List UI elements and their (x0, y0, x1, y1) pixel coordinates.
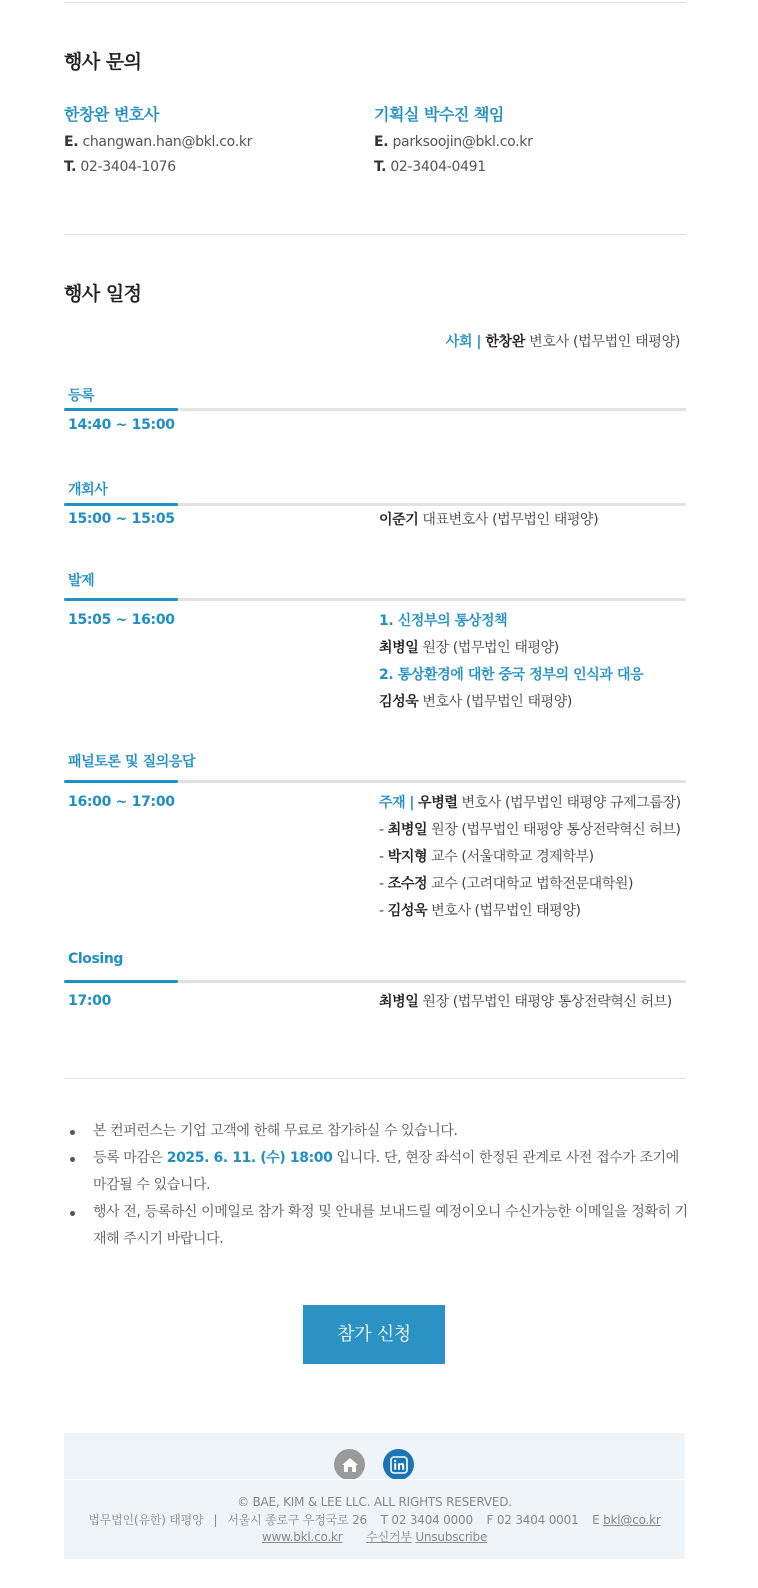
contact-email[interactable]: E. parksoojin@bkl.co.kr (374, 134, 533, 150)
schedule-time: 17:00 (68, 993, 112, 1009)
presentation-topic: 1. 신정부의 통상정책 (379, 613, 508, 629)
schedule-section-bar (64, 503, 686, 506)
linkedin-icon[interactable] (383, 1449, 414, 1480)
footer-email-link[interactable]: bkl@co.kr (603, 1513, 661, 1527)
section-divider (64, 234, 686, 235)
schedule-time: 15:05 ~ 16:00 (68, 612, 175, 628)
footer (64, 1433, 685, 1559)
schedule-time: 15:00 ~ 15:05 (68, 511, 175, 527)
home-icon[interactable] (334, 1449, 365, 1480)
notice-item: 행사 전, 등록하신 이메일로 참가 확정 및 안내를 보내드릴 예정이오니 수신가능한 이메일을 정확히 기재해 주시기 바랍니다. (68, 1199, 688, 1253)
schedule-section-bar (64, 408, 686, 411)
contact-tel[interactable]: T. 02-3404-0491 (374, 159, 486, 175)
host-line: 사회 | 한창완 변호사 (법무법인 태평양) (445, 334, 680, 350)
schedule-section-bar (64, 598, 686, 601)
footer-divider (64, 1479, 685, 1480)
top-divider (64, 2, 686, 3)
contact-email[interactable]: E. changwan.han@bkl.co.kr (64, 134, 253, 150)
panelist: - 박지형 교수 (서울대학교 경제학부) (379, 849, 594, 865)
contact-name: 한창완 변호사 (64, 105, 159, 124)
schedule-time: 16:00 ~ 17:00 (68, 794, 175, 810)
schedule-section-title: 등록 (68, 388, 95, 404)
notice-list (68, 1118, 688, 1253)
copyright-text: © BAE, KIM & LEE LLC. ALL RIGHTS RESERVED. (237, 1495, 512, 1509)
schedule-detail: 1. 신정부의 통상정책 최병일 원장 (법무법인 태평양) 2. 통상환경에 대한 중국 정부의 인식과 대응 김성욱 변호사 (법무법인 태평양) (379, 611, 689, 719)
schedule-section-title: Closing (68, 951, 124, 967)
schedule-detail: 이준기 대표변호사 (법무법인 태평양) (379, 512, 599, 528)
contact-card-planning (374, 102, 674, 175)
schedule-time: 14:40 ~ 15:00 (68, 417, 175, 433)
footer-address-line: 법무법인(유한) 태평양 | 서울시 종로구 우정국로 26 T 02 3404 0000 F 02 3404 0001 E bkl@co.kr (88, 1513, 661, 1527)
panelist: - 조수정 교수 (고려대학교 법학전문대학원) (379, 876, 634, 892)
section-divider (64, 1078, 686, 1079)
schedule-section-bar (64, 780, 686, 783)
notice-item: 등록 마감은 2025. 6. 11. (수) 18:00 입니다. 단, 현장 좌석이 한정된 관계로 사전 접수가 조기에 마감될 수 있습니다. (68, 1145, 688, 1199)
notice-item: 본 컨퍼런스는 기업 고객에 한해 무료로 참가하실 수 있습니다. (68, 1118, 688, 1145)
contact-card-lawyer (64, 102, 364, 175)
register-button[interactable]: 참가 신청 (303, 1305, 445, 1364)
schedule-section-title: 패널토론 및 질의응답 (68, 754, 196, 770)
schedule-section-bar (64, 980, 686, 983)
contact-tel[interactable]: T. 02-3404-1076 (64, 159, 176, 175)
presentation-topic: 2. 통상환경에 대한 중국 정부의 인식과 대응 (379, 667, 644, 683)
website-link[interactable]: www.bkl.co.kr (261, 1530, 343, 1544)
contact-name: 기획실 박수진 책임 (374, 105, 504, 124)
schedule-detail: 주재 | 우병렬 변호사 (법무법인 태평양 규제그룹장) - 최병일 원장 (법무법인 태평양 통상전략혁신 허브) - 박지형 교수 (서울대학교 경제학부) - 조수정 교수 (고려대학교 법학전문대학원) - 김성욱 변호사 (법무법인 태평양) (379, 793, 689, 928)
schedule-detail: 최병일 원장 (법무법인 태평양 통상전략혁신 허브) (379, 994, 672, 1010)
panelist: - 최병일 원장 (법무법인 태평양 통상전략혁신 허브) (379, 822, 681, 838)
unsubscribe-en-link[interactable]: Unsubscribe (415, 1530, 488, 1544)
footer-links (64, 1528, 685, 1545)
unsubscribe-kr-link[interactable]: 수신거부 (366, 1530, 412, 1544)
schedule-section-title: 개회사 (68, 482, 108, 498)
schedule-section-title: 발제 (68, 573, 95, 589)
panelist: - 김성욱 변호사 (법무법인 태평양) (379, 903, 581, 919)
inquiry-heading: 행사 문의 (64, 51, 142, 73)
schedule-heading: 행사 일정 (64, 283, 142, 305)
